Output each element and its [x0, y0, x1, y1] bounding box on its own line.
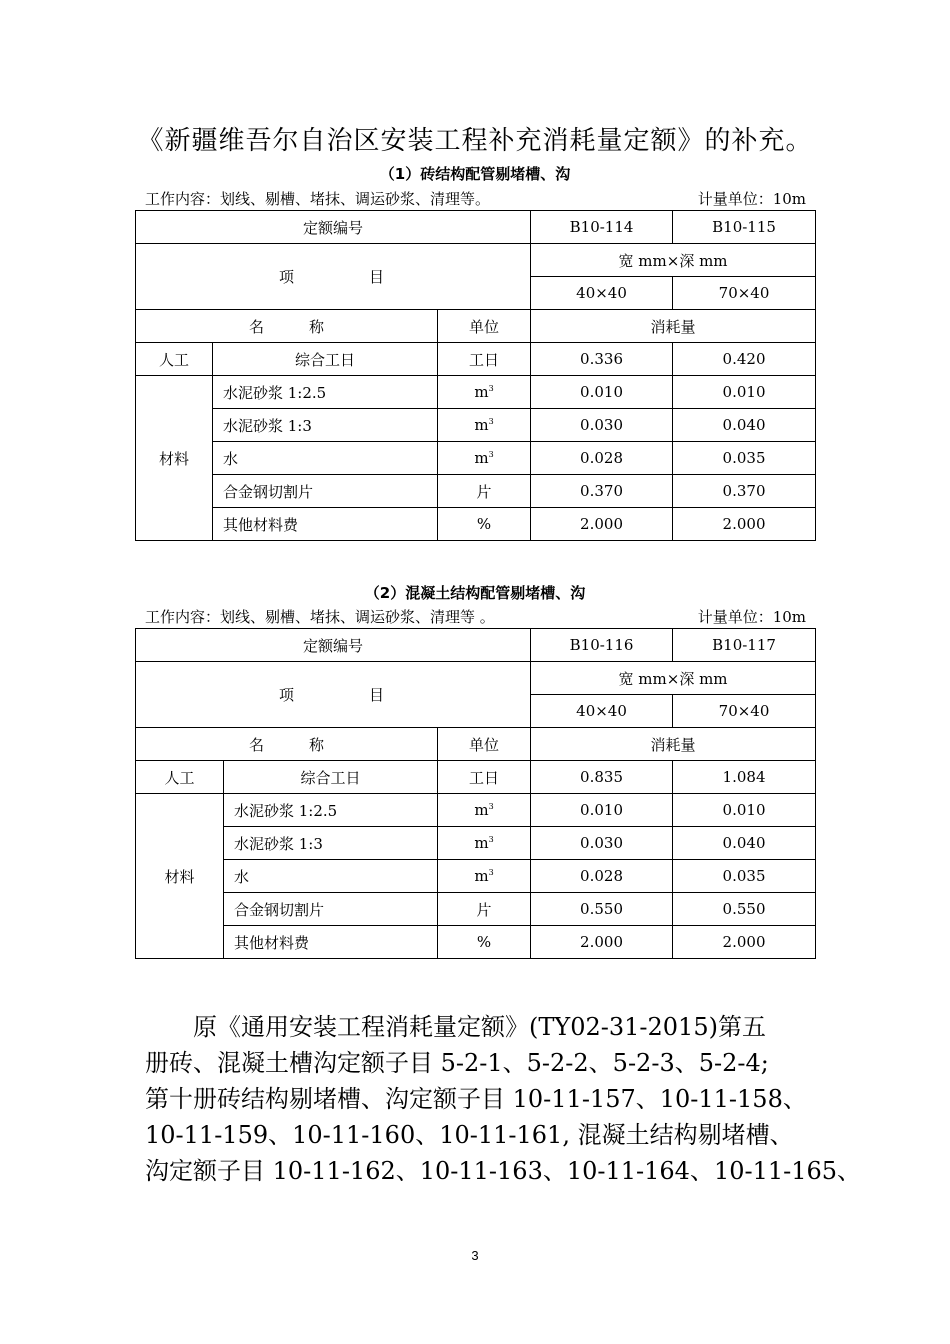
material-unit: % — [438, 926, 531, 959]
material-value: 0.010 — [673, 376, 816, 409]
material-value: 0.370 — [531, 475, 673, 508]
material-unit: $m^3$ — [438, 860, 531, 893]
material-unit: $m^3$ — [438, 409, 531, 442]
material-value: 2.000 — [673, 926, 816, 959]
material-value: 0.550 — [531, 893, 673, 926]
quota-code: B10-117 — [673, 629, 816, 662]
section-1-heading: （1）砖结构配管剔堵槽、沟 — [379, 165, 571, 183]
labor-value: 0.420 — [673, 343, 816, 376]
material-value: 0.035 — [673, 442, 816, 475]
section-2-work-content: 工作内容：划线、剔槽、堵抹、调运砂浆、清理等 。 — [145, 608, 495, 626]
material-name: 其他材料费 — [224, 926, 438, 959]
size-header: 宽 mm×深 mm — [531, 662, 816, 695]
material-name: 其他材料费 — [213, 508, 438, 541]
paragraph-line: 原《通用安装工程消耗量定额》(TY02-31-2015)第五 — [145, 1013, 766, 1041]
unit-header: 单位 — [438, 728, 531, 761]
material-unit: 片 — [438, 893, 531, 926]
quota-code: B10-115 — [673, 211, 816, 244]
material-value: 0.040 — [673, 827, 816, 860]
material-unit: 片 — [438, 475, 531, 508]
material-name: 水 — [224, 860, 438, 893]
section-2-heading: （2）混凝土结构配管剔堵槽、沟 — [364, 584, 586, 602]
material-name: 水泥砂浆 1:3 — [213, 409, 438, 442]
paragraph-line: 册砖、混凝土槽沟定额子目 5-2-1、5-2-2、5-2-3、5-2-4; — [145, 1049, 769, 1077]
material-value: 0.010 — [531, 794, 673, 827]
labor-name: 综合工日 — [224, 761, 438, 794]
material-name: 水 — [213, 442, 438, 475]
labor-category: 人工 — [136, 761, 224, 794]
material-name: 水泥砂浆 1:2.5 — [213, 376, 438, 409]
material-unit: $m^3$ — [438, 827, 531, 860]
material-value: 0.010 — [531, 376, 673, 409]
labor-unit: 工日 — [438, 761, 531, 794]
name-header: 名 称 — [136, 728, 438, 761]
name-header: 名 称 — [136, 310, 438, 343]
material-unit: % — [438, 508, 531, 541]
item-header: 项 目 — [136, 662, 531, 728]
section-1-unit: 计量单位：10m — [697, 190, 806, 208]
material-value: 0.030 — [531, 827, 673, 860]
labor-category: 人工 — [136, 343, 213, 376]
material-value: 0.370 — [673, 475, 816, 508]
size-value: 40×40 — [531, 277, 673, 310]
size-value: 40×40 — [531, 695, 673, 728]
material-name: 水泥砂浆 1:3 — [224, 827, 438, 860]
size-value: 70×40 — [673, 277, 816, 310]
material-value: 2.000 — [531, 926, 673, 959]
paragraph-line: 第十册砖结构剔堵槽、沟定额子目 10-11-157、10-11-158、 — [145, 1085, 807, 1113]
material-name: 合金钢切割片 — [213, 475, 438, 508]
paragraph-line: 10-11-159、10-11-160、10-11-161, 混凝土结构剔堵槽、 — [145, 1121, 794, 1149]
size-header: 宽 mm×深 mm — [531, 244, 816, 277]
body-paragraph — [145, 1009, 862, 1189]
material-value: 0.028 — [531, 442, 673, 475]
material-unit: $m^3$ — [438, 794, 531, 827]
paragraph-line: 沟定额子目 10-11-162、10-11-163、10-11-164、10-11-165、 — [145, 1157, 862, 1185]
material-unit: $m^3$ — [438, 376, 531, 409]
section-1-work-content: 工作内容：划线、剔槽、堵抹、调运砂浆、清理等。 — [145, 190, 491, 208]
material-unit: $m^3$ — [438, 442, 531, 475]
material-value: 2.000 — [673, 508, 816, 541]
quota-code: B10-116 — [531, 629, 673, 662]
labor-value: 1.084 — [673, 761, 816, 794]
material-value: 0.030 — [531, 409, 673, 442]
material-value: 0.040 — [673, 409, 816, 442]
size-value: 70×40 — [673, 695, 816, 728]
labor-name: 综合工日 — [213, 343, 438, 376]
item-header: 项 目 — [136, 244, 531, 310]
quota-table-1 — [135, 210, 816, 541]
unit-header: 单位 — [438, 310, 531, 343]
material-value: 0.550 — [673, 893, 816, 926]
labor-value: 0.336 — [531, 343, 673, 376]
labor-unit: 工日 — [438, 343, 531, 376]
code-header: 定额编号 — [136, 629, 531, 662]
material-value: 0.028 — [531, 860, 673, 893]
consumption-header: 消耗量 — [531, 728, 816, 761]
code-header: 定额编号 — [136, 211, 531, 244]
labor-value: 0.835 — [531, 761, 673, 794]
section-2-unit: 计量单位：10m — [697, 608, 806, 626]
document-title: 《新疆维吾尔自治区安装工程补充消耗量定额》的补充。 — [137, 126, 813, 156]
material-category: 材料 — [136, 376, 213, 541]
material-category: 材料 — [136, 794, 224, 959]
material-value: 2.000 — [531, 508, 673, 541]
material-name: 合金钢切割片 — [224, 893, 438, 926]
material-name: 水泥砂浆 1:2.5 — [224, 794, 438, 827]
quota-code: B10-114 — [531, 211, 673, 244]
material-value: 0.035 — [673, 860, 816, 893]
material-value: 0.010 — [673, 794, 816, 827]
page-number: 3 — [471, 1248, 479, 1263]
consumption-header: 消耗量 — [531, 310, 816, 343]
quota-table-2 — [135, 628, 816, 959]
